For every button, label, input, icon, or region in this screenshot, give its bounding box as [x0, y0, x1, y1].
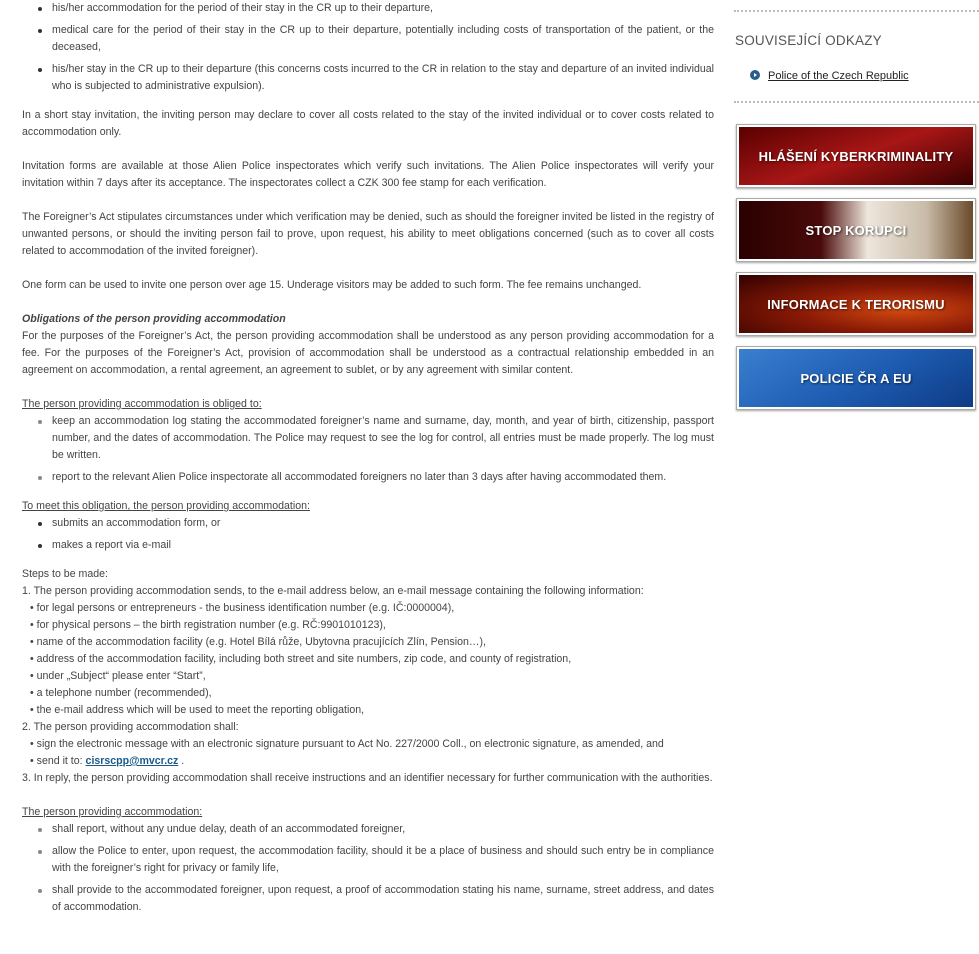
step-1: 1. The person providing accommodation sends, to the e-mail address below, an e-mail message containing the following information: — [22, 585, 644, 597]
final-heading: The person providing accommodation: — [22, 806, 203, 818]
list-item: report to the relevant Alien Police inspectorate all accommodated foreigners no later than 3 days after having accommodated them. — [22, 469, 714, 486]
banner-label: INFORMACE K TERORISMU — [739, 275, 973, 333]
obligations-text: For the purposes of the Foreigner’s Act, the person providing accommodation shall be understood as any person providing accommodation for a fee. For the purposes of the Foreigner’s Act, provision of accommodation shall be understood as a contractual relationship embedded in an agreement on accommodation, a rental agreement, an agreement to sublet, or by any agreement with similar content. — [22, 330, 714, 376]
list-item: shall report, without any undue delay, death of an accommodated foreigner, — [22, 821, 714, 838]
related-links-title: SOUVISEJÍCÍ ODKAZY — [735, 33, 882, 48]
meet-obligation-heading: To meet this obligation, the person providing accommodation: — [22, 500, 310, 512]
paragraph-invitation-forms: Invitation forms are available at those Alien Police inspectorates which verify such invitations. The Alien Police inspectorates will verify your invitation within 7 days after its acceptance. The inspectorates collect a CZK 300 fee stamp for each verification. — [22, 160, 714, 189]
list-item: his/her accommodation for the period of their stay in the CR up to their departure, — [22, 0, 714, 17]
related-link-police[interactable] — [750, 70, 909, 82]
list-item: submits an accommodation form, or — [22, 515, 714, 532]
list-item: his/her stay in the CR up to their departure (this concerns costs incurred to the CR in relation to the stay and departure of an invited individual who is subjected to administrative expulsion). — [22, 61, 714, 95]
final-list — [22, 821, 714, 916]
divider — [734, 101, 979, 103]
banner-terrorism[interactable] — [736, 272, 976, 336]
list-item: keep an accommodation log stating the accommodated foreigner’s name and surname, day, month, and year of birth, citizenship, passport number, and the dates of accommodation. The Police may request to see the log for control, all entries must be made properly. The log must be written. — [22, 413, 714, 464]
banner-cybercrime[interactable] — [736, 124, 976, 188]
list-item: shall provide to the accommodated foreigner, upon request, a proof of accommodation stating his name, surname, street address, and dates of accommodation. — [22, 882, 714, 916]
banner-label: STOP KORUPCI — [739, 201, 973, 259]
step-1-item: • for physical persons – the birth registration number (e.g. RČ:9901010123), — [30, 619, 386, 631]
paragraph-foreigners-act: The Foreigner’s Act stipulates circumstances under which verification may be denied, such as should the foreigner invited be listed in the registry of unwanted persons, or should the inviting person fail to prove, upon request, his ability to meet obligations concerned (such as to cover all costs related to accommodation of the invited foreigner). — [22, 211, 714, 257]
meet-obligation-list — [22, 515, 714, 554]
banner-stop-corruption[interactable] — [736, 198, 976, 262]
related-link-label[interactable]: Police of the Czech Republic — [768, 70, 909, 82]
step-1-item: • for legal persons or entrepreneurs - the business identification number (e.g. IČ:0000004), — [30, 602, 455, 614]
step-2-send-item — [22, 753, 714, 770]
obliged-list — [22, 413, 714, 486]
top-cost-list — [22, 0, 714, 95]
step-1-item: • name of the accommodation facility (e.g. Hotel Bílá růže, Ubytovna pracujících Zlín, Pension…), — [30, 636, 486, 648]
step-2: 2. The person providing accommodation shall: — [22, 721, 239, 733]
step-2-item: • sign the electronic message with an electronic signature pursuant to Act No. 227/2000 Coll., on electronic signature, as amended, and — [30, 738, 664, 750]
send-suffix: . — [181, 755, 185, 767]
list-item: allow the Police to enter, upon request, the accommodation facility, should it be a place of business and should such entry be in compliance with the foreigner’s right for privacy or family life, — [22, 843, 714, 877]
paragraph-short-stay: In a short stay invitation, the inviting person may declare to cover all costs related to the stay of the invited individual or to cover costs related to accommodation only. — [22, 109, 714, 138]
obligations-heading: Obligations of the person providing accommodation — [22, 313, 286, 325]
arrow-circle-icon — [750, 70, 760, 80]
main-content — [22, 0, 714, 921]
obliged-heading: The person providing accommodation is obliged to: — [22, 398, 262, 410]
send-prefix: • send it to: — [30, 755, 83, 767]
step-1-item: • the e-mail address which will be used to meet the reporting obligation, — [30, 704, 365, 716]
banner-label: POLICIE ČR A EU — [739, 349, 973, 407]
banner-police-eu[interactable] — [736, 346, 976, 410]
paragraph-one-form: One form can be used to invite one person over age 15. Underage visitors may be added to such form. The fee remains unchanged. — [22, 279, 642, 291]
divider — [734, 10, 979, 12]
list-item: medical care for the period of their stay in the CR up to their departure, potentially including costs of transportation of the patient, or the deceased, — [22, 22, 714, 56]
email-link[interactable]: cisrscpp@mvcr.cz — [85, 755, 179, 767]
step-1-item: • a telephone number (recommended), — [30, 687, 212, 699]
steps-heading: Steps to be made: — [22, 568, 108, 580]
step-3: 3. In reply, the person providing accommodation shall receive instructions and an identifier necessary for further communication with the authorities. — [22, 772, 713, 784]
list-item: makes a report via e-mail — [22, 537, 714, 554]
banner-label: HLÁŠENÍ KYBERKRIMINALITY — [739, 127, 973, 185]
step-1-item: • under „Subject“ please enter “Start”, — [30, 670, 206, 682]
step-1-item: • address of the accommodation facility, including both street and site numbers, zip code, and county of registration, — [30, 653, 572, 665]
